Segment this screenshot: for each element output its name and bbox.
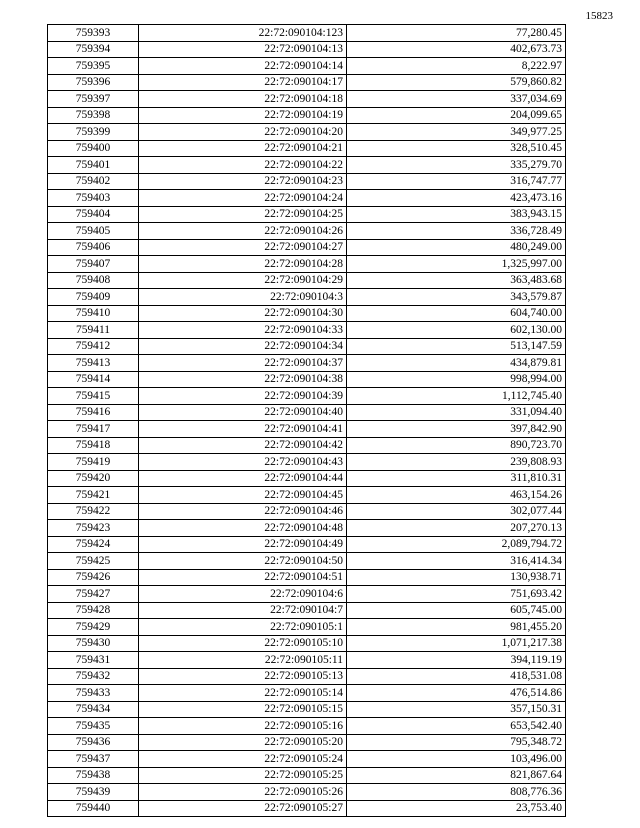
table-row bbox=[48, 322, 566, 339]
cadastral-number-cell: 22:72:090104:20 bbox=[139, 124, 347, 141]
table-row bbox=[48, 289, 566, 306]
amount-cell: 434,879.81 bbox=[347, 355, 566, 372]
cadastral-number-cell: 22:72:090104:33 bbox=[139, 322, 347, 339]
amount-cell: 397,842.90 bbox=[347, 421, 566, 438]
cadastral-number-cell: 22:72:090104:42 bbox=[139, 437, 347, 454]
cadastral-number-cell: 22:72:090104:13 bbox=[139, 41, 347, 58]
table-row bbox=[48, 140, 566, 157]
record-id-cell: 759434 bbox=[48, 701, 139, 718]
table-row bbox=[48, 652, 566, 669]
cadastral-number-cell: 22:72:090104:22 bbox=[139, 157, 347, 174]
amount-cell: 605,745.00 bbox=[347, 602, 566, 619]
amount-cell: 981,455.20 bbox=[347, 619, 566, 636]
cadastral-number-cell: 22:72:090104:18 bbox=[139, 91, 347, 108]
record-id-cell: 759396 bbox=[48, 74, 139, 91]
table-row bbox=[48, 206, 566, 223]
record-id-cell: 759398 bbox=[48, 107, 139, 124]
table-row bbox=[48, 767, 566, 784]
amount-cell: 890,723.70 bbox=[347, 437, 566, 454]
table-row bbox=[48, 602, 566, 619]
table-row bbox=[48, 173, 566, 190]
amount-cell: 77,280.45 bbox=[347, 25, 566, 42]
table-row bbox=[48, 454, 566, 471]
cadastral-number-cell: 22:72:090104:41 bbox=[139, 421, 347, 438]
cadastral-number-cell: 22:72:090105:20 bbox=[139, 734, 347, 751]
cadastral-number-cell: 22:72:090104:19 bbox=[139, 107, 347, 124]
cadastral-number-cell: 22:72:090104:37 bbox=[139, 355, 347, 372]
cadastral-number-cell: 22:72:090104:123 bbox=[139, 25, 347, 42]
table-row bbox=[48, 305, 566, 322]
amount-cell: 335,279.70 bbox=[347, 157, 566, 174]
amount-cell: 130,938.71 bbox=[347, 569, 566, 586]
cadastral-number-cell: 22:72:090104:38 bbox=[139, 371, 347, 388]
table-row bbox=[48, 338, 566, 355]
amount-cell: 821,867.64 bbox=[347, 767, 566, 784]
record-id-cell: 759394 bbox=[48, 41, 139, 58]
record-id-cell: 759433 bbox=[48, 685, 139, 702]
record-id-cell: 759418 bbox=[48, 437, 139, 454]
cadastral-number-cell: 22:72:090104:30 bbox=[139, 305, 347, 322]
record-id-cell: 759416 bbox=[48, 404, 139, 421]
table-row bbox=[48, 569, 566, 586]
table-row bbox=[48, 388, 566, 405]
cadastral-number-cell: 22:72:090105:14 bbox=[139, 685, 347, 702]
cadastral-number-cell: 22:72:090104:45 bbox=[139, 487, 347, 504]
record-id-cell: 759415 bbox=[48, 388, 139, 405]
table-row bbox=[48, 223, 566, 240]
record-id-cell: 759425 bbox=[48, 553, 139, 570]
amount-cell: 1,325,997.00 bbox=[347, 256, 566, 273]
record-id-cell: 759414 bbox=[48, 371, 139, 388]
amount-cell: 2,089,794.72 bbox=[347, 536, 566, 553]
amount-cell: 423,473.16 bbox=[347, 190, 566, 207]
table-row bbox=[48, 355, 566, 372]
table-row bbox=[48, 124, 566, 141]
record-id-cell: 759409 bbox=[48, 289, 139, 306]
table-row bbox=[48, 25, 566, 42]
record-id-cell: 759402 bbox=[48, 173, 139, 190]
cadastral-number-cell: 22:72:090104:21 bbox=[139, 140, 347, 157]
table-row bbox=[48, 619, 566, 636]
table-row bbox=[48, 272, 566, 289]
table-row bbox=[48, 157, 566, 174]
amount-cell: 513,147.59 bbox=[347, 338, 566, 355]
cadastral-number-cell: 22:72:090104:43 bbox=[139, 454, 347, 471]
table-row bbox=[48, 487, 566, 504]
cadastral-number-cell: 22:72:090104:27 bbox=[139, 239, 347, 256]
cadastral-number-cell: 22:72:090105:16 bbox=[139, 718, 347, 735]
amount-cell: 363,483.68 bbox=[347, 272, 566, 289]
records-table-body bbox=[48, 25, 566, 817]
table-row bbox=[48, 668, 566, 685]
amount-cell: 402,673.73 bbox=[347, 41, 566, 58]
amount-cell: 394,119.19 bbox=[347, 652, 566, 669]
amount-cell: 336,728.49 bbox=[347, 223, 566, 240]
cadastral-number-cell: 22:72:090105:26 bbox=[139, 784, 347, 801]
record-id-cell: 759427 bbox=[48, 586, 139, 603]
record-id-cell: 759440 bbox=[48, 800, 139, 817]
cadastral-number-cell: 22:72:090104:49 bbox=[139, 536, 347, 553]
table-row bbox=[48, 520, 566, 537]
record-id-cell: 759422 bbox=[48, 503, 139, 520]
record-id-cell: 759429 bbox=[48, 619, 139, 636]
amount-cell: 239,808.93 bbox=[347, 454, 566, 471]
record-id-cell: 759412 bbox=[48, 338, 139, 355]
table-row bbox=[48, 437, 566, 454]
table-row bbox=[48, 470, 566, 487]
table-row bbox=[48, 503, 566, 520]
record-id-cell: 759439 bbox=[48, 784, 139, 801]
cadastral-number-cell: 22:72:090104:34 bbox=[139, 338, 347, 355]
amount-cell: 349,977.25 bbox=[347, 124, 566, 141]
record-id-cell: 759404 bbox=[48, 206, 139, 223]
cadastral-number-cell: 22:72:090105:25 bbox=[139, 767, 347, 784]
record-id-cell: 759400 bbox=[48, 140, 139, 157]
cadastral-number-cell: 22:72:090105:1 bbox=[139, 619, 347, 636]
amount-cell: 103,496.00 bbox=[347, 751, 566, 768]
table-row bbox=[48, 701, 566, 718]
table-row bbox=[48, 635, 566, 652]
amount-cell: 808,776.36 bbox=[347, 784, 566, 801]
amount-cell: 418,531.08 bbox=[347, 668, 566, 685]
table-row bbox=[48, 190, 566, 207]
cadastral-number-cell: 22:72:090104:48 bbox=[139, 520, 347, 537]
cadastral-number-cell: 22:72:090104:24 bbox=[139, 190, 347, 207]
cadastral-number-cell: 22:72:090105:13 bbox=[139, 668, 347, 685]
record-id-cell: 759406 bbox=[48, 239, 139, 256]
amount-cell: 653,542.40 bbox=[347, 718, 566, 735]
record-id-cell: 759428 bbox=[48, 602, 139, 619]
cadastral-number-cell: 22:72:090105:11 bbox=[139, 652, 347, 669]
cadastral-number-cell: 22:72:090104:23 bbox=[139, 173, 347, 190]
table-row bbox=[48, 784, 566, 801]
amount-cell: 579,860.82 bbox=[347, 74, 566, 91]
record-id-cell: 759424 bbox=[48, 536, 139, 553]
amount-cell: 998,994.00 bbox=[347, 371, 566, 388]
amount-cell: 751,693.42 bbox=[347, 586, 566, 603]
amount-cell: 1,071,217.38 bbox=[347, 635, 566, 652]
cadastral-number-cell: 22:72:090105:10 bbox=[139, 635, 347, 652]
amount-cell: 480,249.00 bbox=[347, 239, 566, 256]
table-row bbox=[48, 371, 566, 388]
cadastral-number-cell: 22:72:090104:7 bbox=[139, 602, 347, 619]
amount-cell: 23,753.40 bbox=[347, 800, 566, 817]
amount-cell: 8,222.97 bbox=[347, 58, 566, 75]
record-id-cell: 759436 bbox=[48, 734, 139, 751]
cadastral-number-cell: 22:72:090104:6 bbox=[139, 586, 347, 603]
record-id-cell: 759397 bbox=[48, 91, 139, 108]
record-id-cell: 759432 bbox=[48, 668, 139, 685]
amount-cell: 337,034.69 bbox=[347, 91, 566, 108]
cadastral-number-cell: 22:72:090104:26 bbox=[139, 223, 347, 240]
amount-cell: 328,510.45 bbox=[347, 140, 566, 157]
amount-cell: 302,077.44 bbox=[347, 503, 566, 520]
table-row bbox=[48, 751, 566, 768]
table-row bbox=[48, 553, 566, 570]
amount-cell: 383,943.15 bbox=[347, 206, 566, 223]
record-id-cell: 759399 bbox=[48, 124, 139, 141]
record-id-cell: 759408 bbox=[48, 272, 139, 289]
table-row bbox=[48, 718, 566, 735]
amount-cell: 316,747.77 bbox=[347, 173, 566, 190]
record-id-cell: 759435 bbox=[48, 718, 139, 735]
amount-cell: 476,514.86 bbox=[347, 685, 566, 702]
table-row bbox=[48, 41, 566, 58]
cadastral-number-cell: 22:72:090104:51 bbox=[139, 569, 347, 586]
amount-cell: 204,099.65 bbox=[347, 107, 566, 124]
cadastral-number-cell: 22:72:090104:25 bbox=[139, 206, 347, 223]
record-id-cell: 759426 bbox=[48, 569, 139, 586]
amount-cell: 463,154.26 bbox=[347, 487, 566, 504]
record-id-cell: 759419 bbox=[48, 454, 139, 471]
cadastral-number-cell: 22:72:090104:40 bbox=[139, 404, 347, 421]
table-row bbox=[48, 685, 566, 702]
table-row bbox=[48, 74, 566, 91]
table-row bbox=[48, 536, 566, 553]
record-id-cell: 759438 bbox=[48, 767, 139, 784]
amount-cell: 207,270.13 bbox=[347, 520, 566, 537]
record-id-cell: 759403 bbox=[48, 190, 139, 207]
record-id-cell: 759393 bbox=[48, 25, 139, 42]
cadastral-number-cell: 22:72:090105:24 bbox=[139, 751, 347, 768]
table-row bbox=[48, 421, 566, 438]
record-id-cell: 759411 bbox=[48, 322, 139, 339]
record-id-cell: 759437 bbox=[48, 751, 139, 768]
record-id-cell: 759423 bbox=[48, 520, 139, 537]
amount-cell: 357,150.31 bbox=[347, 701, 566, 718]
table-row bbox=[48, 239, 566, 256]
record-id-cell: 759420 bbox=[48, 470, 139, 487]
amount-cell: 331,094.40 bbox=[347, 404, 566, 421]
record-id-cell: 759413 bbox=[48, 355, 139, 372]
record-id-cell: 759421 bbox=[48, 487, 139, 504]
amount-cell: 1,112,745.40 bbox=[347, 388, 566, 405]
table-row bbox=[48, 586, 566, 603]
record-id-cell: 759405 bbox=[48, 223, 139, 240]
record-id-cell: 759407 bbox=[48, 256, 139, 273]
table-row bbox=[48, 91, 566, 108]
record-id-cell: 759410 bbox=[48, 305, 139, 322]
record-id-cell: 759430 bbox=[48, 635, 139, 652]
cadastral-number-cell: 22:72:090105:15 bbox=[139, 701, 347, 718]
amount-cell: 343,579.87 bbox=[347, 289, 566, 306]
table-row bbox=[48, 404, 566, 421]
table-row bbox=[48, 107, 566, 124]
amount-cell: 604,740.00 bbox=[347, 305, 566, 322]
cadastral-number-cell: 22:72:090104:29 bbox=[139, 272, 347, 289]
record-id-cell: 759401 bbox=[48, 157, 139, 174]
cadastral-number-cell: 22:72:090104:28 bbox=[139, 256, 347, 273]
record-id-cell: 759431 bbox=[48, 652, 139, 669]
table-row bbox=[48, 58, 566, 75]
cadastral-number-cell: 22:72:090104:3 bbox=[139, 289, 347, 306]
cadastral-number-cell: 22:72:090104:17 bbox=[139, 74, 347, 91]
cadastral-number-cell: 22:72:090104:46 bbox=[139, 503, 347, 520]
amount-cell: 795,348.72 bbox=[347, 734, 566, 751]
amount-cell: 316,414.34 bbox=[347, 553, 566, 570]
table-row bbox=[48, 734, 566, 751]
cadastral-number-cell: 22:72:090104:14 bbox=[139, 58, 347, 75]
table-row bbox=[48, 256, 566, 273]
cadastral-number-cell: 22:72:090104:39 bbox=[139, 388, 347, 405]
table-row bbox=[48, 800, 566, 817]
record-id-cell: 759417 bbox=[48, 421, 139, 438]
record-id-cell: 759395 bbox=[48, 58, 139, 75]
cadastral-number-cell: 22:72:090105:27 bbox=[139, 800, 347, 817]
cadastral-number-cell: 22:72:090104:44 bbox=[139, 470, 347, 487]
records-table bbox=[47, 24, 566, 817]
amount-cell: 311,810.31 bbox=[347, 470, 566, 487]
amount-cell: 602,130.00 bbox=[347, 322, 566, 339]
cadastral-number-cell: 22:72:090104:50 bbox=[139, 553, 347, 570]
page-number: 15823 bbox=[585, 10, 613, 22]
